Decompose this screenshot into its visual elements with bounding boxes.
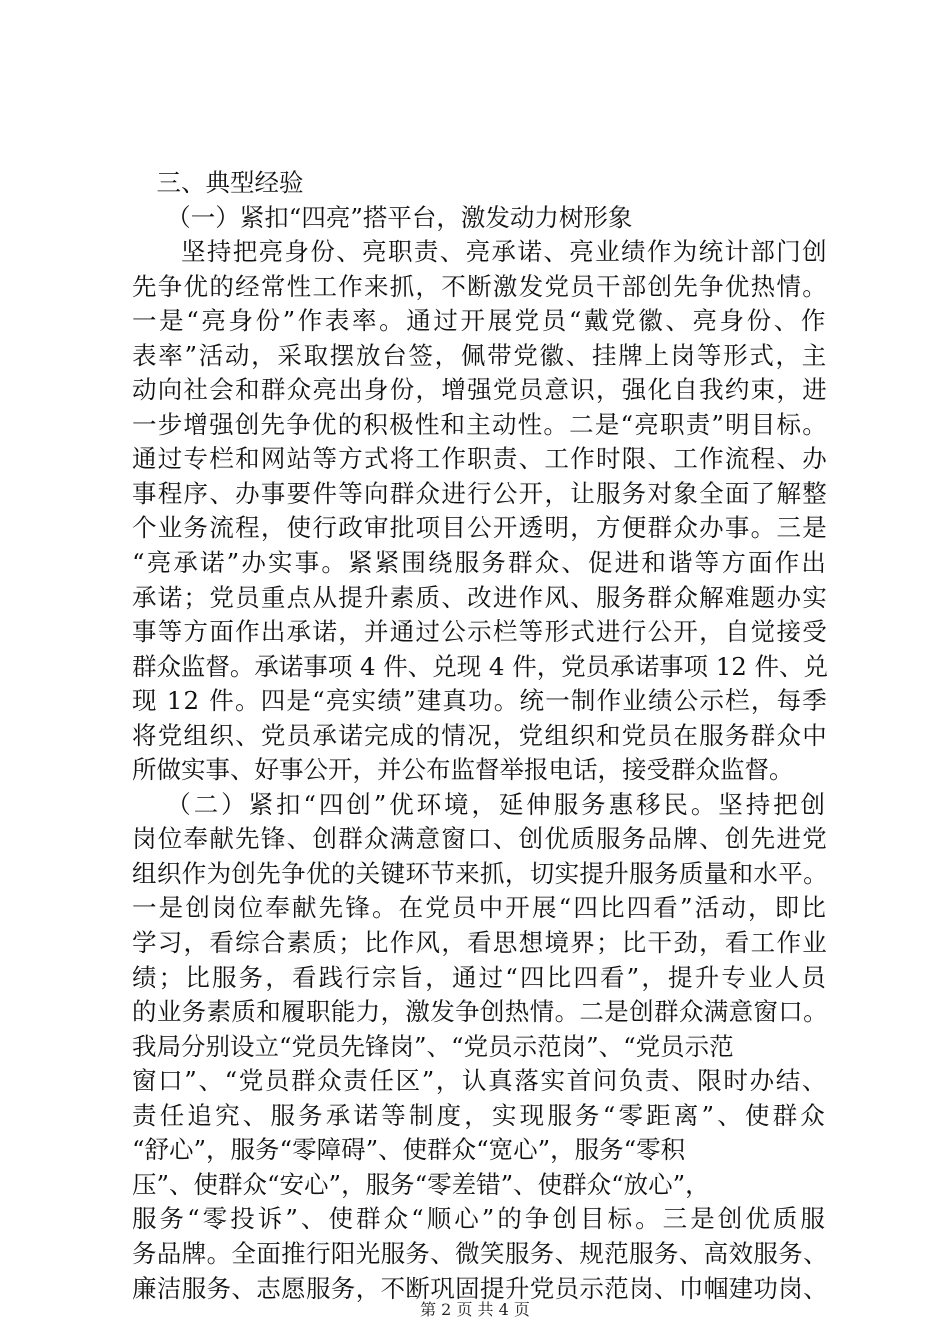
text-line: 事程序、办事要件等向群众进行公开，让服务对象全面了解整 <box>132 478 828 508</box>
text-line: 所做实事、好事公开，并公布监督举报电话，接受群众监督。 <box>132 755 794 785</box>
section-heading: 三、典型经验 <box>156 168 304 197</box>
text-line: 群众监督。承诺事项 4 件、兑现 4 件，党员承诺事项 12 件、兑 <box>132 651 828 681</box>
text-line: 的业务素质和履职能力，激发争创热情。二是创群众满意窗口。 <box>132 997 828 1027</box>
text-line: 通过专栏和网站等方式将工作职责、工作时限、工作流程、办 <box>132 444 828 474</box>
text-line: 窗口”、“党员群众责任区”，认真落实首问负责、限时办结、 <box>132 1066 828 1096</box>
text-line: 我局分别设立“党员先锋岗”、“党员示范岗”、“党员示范 <box>132 1031 734 1061</box>
text-line: 先争优的经常性工作来抓，不断激发党员干部创先争优热情。 <box>132 271 828 301</box>
text-line: 服务“零投诉”、使群众“顺心”的争创目标。三是创优质服 <box>132 1204 828 1234</box>
text-line: 务品牌。全面推行阳光服务、微笑服务、规范服务、高效服务、 <box>132 1238 828 1268</box>
text-line: 廉洁服务、志愿服务，不断巩固提升党员示范岗、巾帼建功岗、 <box>132 1273 828 1303</box>
text-line: 绩；比服务，看践行宗旨，通过“四比四看”，提升专业人员 <box>132 962 828 992</box>
text-line: 表率”活动，采取摆放台签，佩带党徽、挂牌上岗等形式，主 <box>132 340 828 370</box>
text-line: 组织作为创先争优的关键环节来抓，切实提升服务质量和水平。 <box>132 858 828 888</box>
text-line: 岗位奉献先锋、创群众满意窗口、创优质服务品牌、创先进党 <box>132 824 828 854</box>
text-line: 坚持把亮身份、亮职责、亮承诺、亮业绩作为统计部门创 <box>181 237 828 267</box>
text-line: 学习，看综合素质；比作风，看思想境界；比干劲，看工作业 <box>132 928 828 958</box>
text-line: 现 12 件。四是“亮实绩”建真功。统一制作业绩公示栏，每季 <box>132 686 828 716</box>
text-line: 一是创岗位奉献先锋。在党员中开展“四比四看”活动，即比 <box>132 893 828 923</box>
text-line: 责任追究、服务承诺等制度，实现服务“零距离”、使群众 <box>132 1100 828 1130</box>
text-line: “舒心”，服务“零障碍”、使群众“宽心”，服务“零积 <box>132 1135 686 1165</box>
text-line: 一是“亮身份”作表率。通过开展党员“戴党徽、亮身份、作 <box>132 306 828 336</box>
text-line: 动向社会和群众亮出身份，增强党员意识，强化自我约束，进 <box>132 375 828 405</box>
page-footer: 第 2 页 共 4 页 <box>420 1300 530 1319</box>
text-line: 将党组织、党员承诺完成的情况，党组织和党员在服务群众中 <box>132 720 828 750</box>
text-line: 承诺；党员重点从提升素质、改进作风、服务群众解难题办实 <box>132 582 828 612</box>
text-line: 压”、使群众“安心”，服务“零差错”、使群众“放心”， <box>132 1169 710 1199</box>
text-line: 事等方面作出承诺，并通过公示栏等形式进行公开，自觉接受 <box>132 617 828 647</box>
document-body <box>132 166 832 1306</box>
text-line: 个业务流程，使行政审批项目公开透明，方便群众办事。三是 <box>132 513 828 543</box>
text-line: 一步增强创先争优的积极性和主动性。二是“亮职责”明目标。 <box>132 409 828 439</box>
text-line: （一）紧扣“四亮”搭平台，激发动力树形象 <box>166 202 633 232</box>
text-line: （二）紧扣“四创”优环境，延伸服务惠移民。坚持把创 <box>166 789 828 819</box>
text-line: “亮承诺”办实事。紧紧围绕服务群众、促进和谐等方面作出 <box>132 548 828 578</box>
